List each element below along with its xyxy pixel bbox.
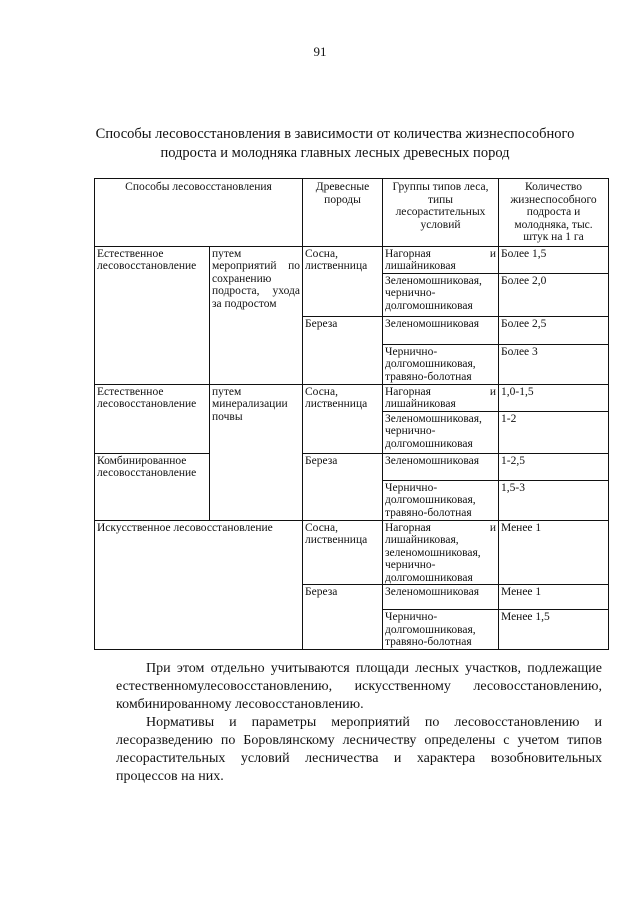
group-cell: Нагорная и лишайниковая, зеленомошниковая, чернично-долгомошниковая: [383, 520, 499, 585]
quantity-cell: Более 3: [499, 344, 609, 384]
quantity-cell: Более 1,5: [499, 246, 609, 273]
group-cell: Нагорная и лишайниковая: [383, 246, 499, 273]
method-detail-cell: путем мероприятий по сохранению подроста, ухода за подростом: [210, 246, 303, 384]
species-cell: Береза: [303, 585, 383, 650]
quantity-cell: Более 2,0: [499, 273, 609, 316]
method-type-cell: Комбинированное лесовосстановление: [95, 453, 210, 520]
table-row: [95, 520, 609, 585]
table-header-row: [95, 179, 609, 247]
table-title: [95, 125, 575, 163]
group-cell: Чернично-долгомошниковая, травяно-болотная: [383, 480, 499, 520]
page-number: 91: [313, 44, 327, 59]
quantity-cell: Менее 1,5: [499, 610, 609, 650]
group-cell: Зеленомошниковая: [383, 585, 499, 610]
species-cell: Сосна, лиственница: [303, 246, 383, 316]
group-cell: Зеленомошниковая: [383, 453, 499, 480]
quantity-cell: 1-2,5: [499, 453, 609, 480]
group-cell: Чернично-долгомошниковая, травяно-болотная: [383, 344, 499, 384]
table-row: [95, 246, 609, 273]
header-groups: Группы типов леса, типы лесорастительных условий: [383, 179, 499, 247]
group-cell: Нагорная и лишайниковая: [383, 384, 499, 411]
table-row: [95, 384, 609, 411]
title-line-2: подроста и молодняка главных лесных древесных пород: [160, 145, 510, 161]
paragraph-2: Нормативы и параметры мероприятий по лесовосстановлению и лесоразведению по Боровлянскому лесничеству определены с учетом типов лесорастительных условий лесничества и характера возобновительных процессов на них.: [116, 715, 602, 784]
group-cell: Чернично-долгомошниковая, травяно-болотная: [383, 610, 499, 650]
quantity-cell: 1,5-3: [499, 480, 609, 520]
method-detail-cell: путем минерализации почвы: [210, 384, 303, 520]
reforestation-table: [94, 178, 609, 650]
species-cell: Береза: [303, 316, 383, 384]
quantity-cell: Более 2,5: [499, 316, 609, 344]
quantity-cell: 1,0-1,5: [499, 384, 609, 411]
method-type-cell: Искусственное лесовосстановление: [95, 520, 303, 650]
header-species: Древесные породы: [303, 179, 383, 247]
paragraph-1: При этом отдельно учитываются площади лесных участков, подлежащие естественномулесовосстановлению, искусственному лесовосстановлению, комбинированному лесовосстановлению.: [116, 661, 602, 712]
group-cell: Зеленомошниковая: [383, 316, 499, 344]
quantity-cell: 1-2: [499, 411, 609, 453]
quantity-cell: Менее 1: [499, 520, 609, 585]
method-type-cell: Естественное лесовосстановление: [95, 384, 210, 453]
group-cell: Зеленомошниковая, чернично-долгомошниковая: [383, 273, 499, 316]
species-cell: Сосна, лиственница: [303, 384, 383, 453]
species-cell: Сосна, лиственница: [303, 520, 383, 585]
header-methods: Способы лесовосстановления: [95, 179, 303, 247]
group-cell: Зеленомошниковая, чернично-долгомошниковая: [383, 411, 499, 453]
species-cell: Береза: [303, 453, 383, 520]
quantity-cell: Менее 1: [499, 585, 609, 610]
table-row: [95, 453, 609, 480]
title-line-1: Способы лесовосстановления в зависимости от количества жизнеспособного: [95, 126, 575, 142]
header-quantity: Количество жизнеспособного подроста и молодняка, тыс. штук на 1 га: [499, 179, 609, 247]
method-type-cell: Естественное лесовосстановление: [95, 246, 210, 384]
